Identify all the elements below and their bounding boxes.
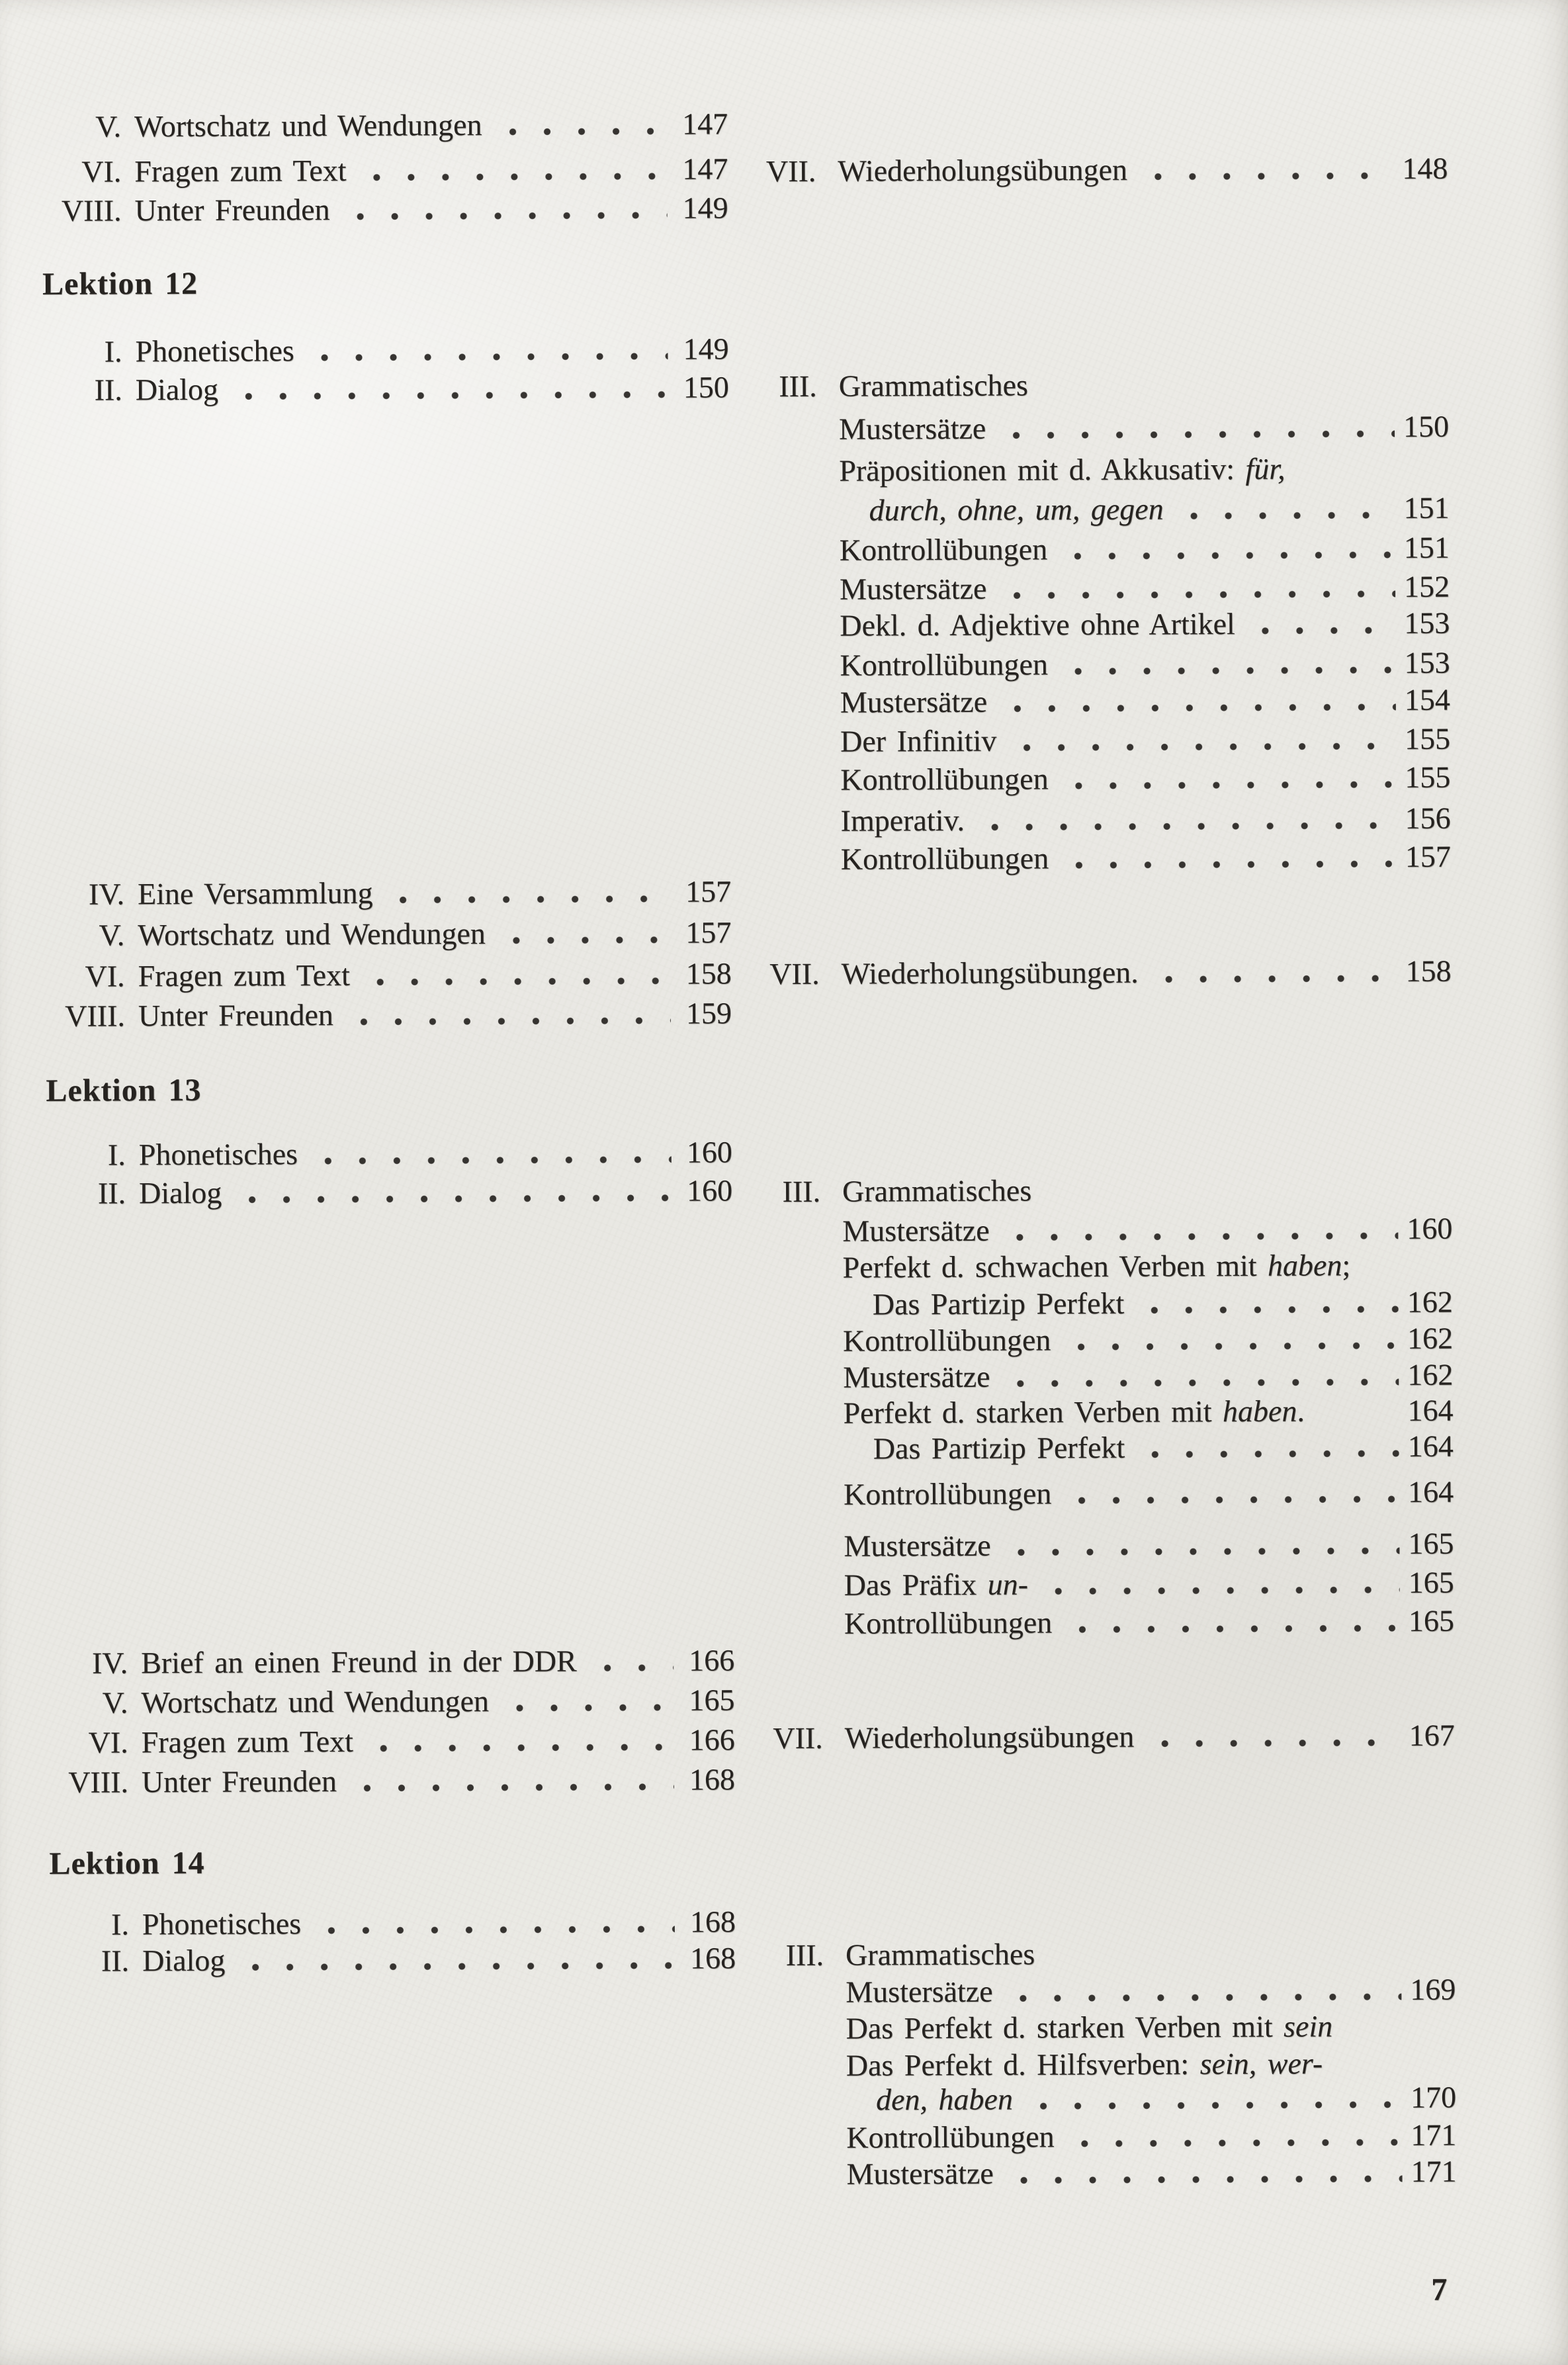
entry-title: Perfekt d. schwachen Verben mit haben; xyxy=(842,1248,1351,1284)
entry-title: Grammatisches xyxy=(845,1937,1035,1972)
dot-leader xyxy=(1059,666,1396,676)
entry-page-number: 152 xyxy=(1403,569,1450,603)
toc-entry xyxy=(756,1603,1454,1642)
entry-page-number: 151 xyxy=(1403,490,1450,525)
toc-entry xyxy=(22,190,728,229)
toc-entry xyxy=(755,1321,1453,1360)
entry-title: Wiederholungsübungen xyxy=(844,1719,1135,1755)
lektion-heading-label: Lektion 13 xyxy=(46,1072,202,1108)
entry-page-number: 165 xyxy=(1408,1603,1455,1638)
entry-page-number: 160 xyxy=(686,1135,732,1169)
toc-entry xyxy=(752,605,1450,645)
entry-page-number: 150 xyxy=(1403,409,1450,443)
entry-page-number: 164 xyxy=(1407,1474,1454,1509)
entry-page-number: 155 xyxy=(1404,721,1451,756)
toc-entry xyxy=(752,721,1450,760)
entry-title: Unter Freunden xyxy=(134,192,330,228)
entry-title: Fragen zum Text xyxy=(141,1724,353,1760)
lektion-heading-label: Lektion 14 xyxy=(49,1845,205,1881)
toc-entry xyxy=(28,1642,734,1681)
dot-leader xyxy=(1246,626,1396,635)
entry-page-number: 166 xyxy=(689,1722,735,1757)
entry-page-number: 162 xyxy=(1407,1321,1454,1355)
entry-numeral: II. xyxy=(94,373,122,407)
entry-title: Wortschatz und Wendungen xyxy=(138,916,486,952)
entry-page-number: 149 xyxy=(682,191,728,225)
toc-entry xyxy=(755,1284,1453,1323)
toc-entry xyxy=(758,2045,1456,2084)
entry-numeral: VIII. xyxy=(61,193,122,228)
dot-leader xyxy=(997,590,1395,600)
entry-title: Mustersätze xyxy=(842,1213,990,1248)
entry-title: Grammatisches xyxy=(838,368,1028,403)
entry-title: Dialog xyxy=(142,1943,226,1978)
entry-page-number: 149 xyxy=(683,332,729,366)
entry-numeral: I. xyxy=(107,1138,126,1172)
dot-leader xyxy=(1135,1449,1399,1459)
toc-entry xyxy=(754,1171,1452,1210)
toc-entry xyxy=(26,995,732,1034)
dot-leader xyxy=(496,936,671,945)
dot-leader xyxy=(341,211,668,221)
entry-page-number: 168 xyxy=(689,1904,736,1939)
toc-entry xyxy=(756,1526,1454,1565)
toc-entry xyxy=(755,1357,1453,1396)
entry-title: Unter Freunden xyxy=(138,997,333,1033)
entry-title: Kontrollübungen xyxy=(844,1605,1053,1640)
toc-entry xyxy=(754,1247,1452,1286)
entry-numeral: II. xyxy=(97,1176,126,1210)
entry-page-number: 162 xyxy=(1407,1284,1453,1319)
toc-entry xyxy=(752,530,1450,569)
entry-page-number: 160 xyxy=(686,1173,733,1208)
toc-entry xyxy=(22,151,728,190)
entry-title: Phonetisches xyxy=(142,1906,302,1941)
entry-numeral: VI. xyxy=(85,959,125,993)
dot-leader xyxy=(1058,551,1395,560)
entry-page-number: 167 xyxy=(1409,1718,1455,1752)
dot-leader xyxy=(357,172,668,182)
entry-title: Brief an einen Freund in der DDR xyxy=(141,1644,577,1680)
toc-entry xyxy=(22,331,728,370)
dot-leader xyxy=(1000,1231,1399,1242)
entry-page-number: 158 xyxy=(1405,954,1452,988)
entry-page-number: 171 xyxy=(1411,2154,1457,2188)
toc-entry xyxy=(756,1565,1454,1604)
entry-page-number: 158 xyxy=(685,956,732,991)
entry-title: Dialog xyxy=(138,1175,222,1210)
entry-title: Mustersätze xyxy=(844,1528,991,1563)
entry-page-number: 168 xyxy=(689,1762,736,1797)
dot-leader xyxy=(232,1194,672,1204)
toc-entry xyxy=(758,1935,1456,1974)
entry-title: Wortschatz und Wendungen xyxy=(141,1683,490,1720)
toc-entry xyxy=(28,1682,734,1721)
toc-entry xyxy=(758,2154,1456,2193)
entry-title: Mustersätze xyxy=(846,1974,993,2009)
dot-leader xyxy=(364,1743,674,1753)
lektion-heading xyxy=(49,1844,644,1882)
dot-leader xyxy=(305,352,668,362)
dot-leader xyxy=(1063,1624,1400,1634)
entry-numeral: III. xyxy=(779,369,817,404)
dot-leader xyxy=(996,429,1395,440)
dot-leader xyxy=(1059,860,1397,870)
entry-numeral: III. xyxy=(785,1938,824,1972)
toc-entry xyxy=(752,760,1450,799)
entry-title: Mustersätze xyxy=(840,684,988,719)
toc-entry xyxy=(753,839,1451,878)
entry-page-number: 153 xyxy=(1404,645,1450,680)
toc-entry xyxy=(22,106,728,145)
entry-title: Der Infinitiv xyxy=(840,723,997,758)
entry-page-number: 155 xyxy=(1405,760,1451,794)
toc-entry xyxy=(750,151,1448,190)
toc-entry xyxy=(754,1211,1452,1250)
entry-page-number: 147 xyxy=(682,152,728,186)
dot-leader xyxy=(1135,1305,1399,1315)
entry-page-number: 156 xyxy=(1405,801,1451,835)
entry-page-number: 171 xyxy=(1411,2118,1457,2152)
toc-entry xyxy=(25,915,731,954)
dot-leader xyxy=(1061,1341,1399,1351)
entry-page-number: 154 xyxy=(1404,682,1450,717)
entry-page-number: 164 xyxy=(1407,1393,1454,1427)
toc-entry xyxy=(751,366,1449,405)
entry-numeral: VIII. xyxy=(68,1765,129,1799)
entry-title: Wiederholungsübungen xyxy=(838,152,1128,188)
dot-leader xyxy=(1024,2100,1402,2110)
toc-entry xyxy=(751,490,1449,529)
entry-title: Kontrollübungen xyxy=(840,762,1049,797)
dot-leader xyxy=(1145,1738,1400,1748)
entry-title: Das Partizip Perfekt xyxy=(872,1286,1125,1321)
entry-page-number: 147 xyxy=(681,107,728,141)
dot-leader xyxy=(1039,1585,1400,1595)
dot-leader xyxy=(229,390,668,401)
toc-entry xyxy=(751,409,1449,448)
entry-numeral: I. xyxy=(110,1907,129,1941)
entry-title: Kontrollübungen xyxy=(842,1323,1051,1358)
entry-numeral: V. xyxy=(99,918,125,952)
entry-title: Grammatisches xyxy=(842,1173,1032,1208)
entry-title: Phonetisches xyxy=(138,1137,298,1172)
entry-page-number: 165 xyxy=(689,1683,735,1717)
entry-numeral: VI. xyxy=(81,154,122,189)
entry-title: Kontrollübungen xyxy=(843,1476,1052,1511)
dot-leader xyxy=(344,1016,671,1026)
entry-title: Unter Freunden xyxy=(141,1763,337,1799)
toc-entry xyxy=(29,1762,735,1801)
entry-title: Das Präfix un- xyxy=(844,1567,1029,1602)
entry-title: Dialog xyxy=(135,372,219,407)
entry-page-number: 165 xyxy=(1408,1565,1454,1599)
entry-page-number: 160 xyxy=(1407,1211,1453,1245)
entry-numeral: IV. xyxy=(91,1646,128,1680)
entry-numeral: II. xyxy=(101,1943,130,1978)
dot-leader xyxy=(998,703,1396,713)
lektion-heading-label: Lektion 12 xyxy=(42,265,198,302)
toc-entry xyxy=(752,569,1450,608)
entry-title: Imperativ. xyxy=(840,803,965,838)
entry-numeral: I. xyxy=(104,334,122,369)
entry-page-number: 169 xyxy=(1410,1972,1456,2006)
dot-leader xyxy=(384,895,671,905)
toc-entry xyxy=(753,801,1451,840)
entry-numeral: V. xyxy=(95,109,122,144)
entry-numeral: VII. xyxy=(769,956,820,991)
dot-leader xyxy=(1007,742,1396,752)
lektion-heading xyxy=(42,264,638,302)
toc-entry xyxy=(754,954,1452,993)
toc-entry xyxy=(758,2008,1456,2047)
entry-title: Mustersätze xyxy=(843,1359,990,1394)
toc-entry xyxy=(757,1718,1455,1757)
entry-title: Präpositionen mit d. Akkusativ: für, xyxy=(839,451,1285,488)
lektion-heading xyxy=(46,1071,641,1109)
toc-entry xyxy=(751,451,1449,490)
entry-page-number: 157 xyxy=(1405,839,1451,873)
toc-entry xyxy=(752,682,1450,721)
entry-numeral: VII. xyxy=(765,154,816,189)
entry-numeral: V. xyxy=(102,1685,128,1720)
entry-title: Das Perfekt d. Hilfsverben: sein, wer- xyxy=(846,2046,1323,2082)
dot-leader xyxy=(588,1664,674,1673)
entry-page-number: 157 xyxy=(685,874,732,909)
entry-title: Mustersätze xyxy=(846,2156,994,2191)
toc-entry xyxy=(26,1134,732,1173)
entry-page-number: 153 xyxy=(1404,605,1450,640)
entry-title: durch, ohne, um, gegen xyxy=(869,492,1164,527)
entry-page-number: 165 xyxy=(1408,1526,1454,1560)
entry-title: Phonetisches xyxy=(135,334,294,369)
dot-leader xyxy=(1001,1378,1399,1388)
entry-title: Kontrollübungen xyxy=(846,2120,1055,2155)
dot-leader xyxy=(1065,2138,1403,2148)
dot-leader xyxy=(1149,974,1397,984)
dot-leader xyxy=(347,1783,674,1793)
entry-title: Mustersätze xyxy=(839,571,987,606)
entry-title: Kontrollübungen xyxy=(840,647,1048,682)
entry-title: Mustersätze xyxy=(838,411,986,446)
entry-page-number: 157 xyxy=(685,915,732,950)
toc-entry xyxy=(752,645,1450,684)
entry-title: Eine Versammlung xyxy=(137,875,373,911)
entry-title: Fragen zum Text xyxy=(138,958,350,993)
entry-title: den, haben xyxy=(875,2082,1014,2117)
entry-page-number: 159 xyxy=(685,996,732,1030)
dot-leader xyxy=(500,1703,674,1713)
toc-entry xyxy=(755,1393,1453,1432)
entry-page-number: 148 xyxy=(1402,151,1448,185)
dot-leader xyxy=(1004,1992,1402,2003)
dot-leader xyxy=(1059,780,1397,790)
toc-entry xyxy=(30,1940,736,1979)
dot-leader xyxy=(1062,1495,1399,1505)
toc-entry xyxy=(758,2080,1456,2119)
dot-leader xyxy=(236,1961,675,1972)
dot-leader xyxy=(1138,171,1393,181)
entry-numeral: VIII. xyxy=(65,999,126,1033)
entry-numeral: IV. xyxy=(88,877,125,911)
entry-page-number: 170 xyxy=(1410,2080,1457,2114)
toc-entry xyxy=(756,1429,1454,1468)
entry-page-number: 162 xyxy=(1407,1357,1454,1392)
toc-entry xyxy=(758,2118,1456,2157)
toc-entry xyxy=(23,369,729,408)
page-number: 7 xyxy=(1431,2272,1448,2307)
entry-page-number: 166 xyxy=(689,1643,735,1677)
entry-page-number: 150 xyxy=(683,370,729,404)
toc-entry xyxy=(26,956,732,995)
dot-leader xyxy=(308,1155,672,1165)
entry-page-number: 168 xyxy=(690,1941,736,1975)
toc-entry xyxy=(756,1474,1454,1513)
toc-entry xyxy=(29,1722,735,1761)
entry-title: Fragen zum Text xyxy=(134,153,347,189)
dot-leader xyxy=(493,127,668,136)
dot-leader xyxy=(361,977,671,987)
entry-numeral: III. xyxy=(782,1174,821,1209)
entry-numeral: VII. xyxy=(773,1720,823,1756)
dot-leader xyxy=(312,1925,675,1935)
entry-title: Kontrollübungen xyxy=(839,532,1048,567)
entry-page-number: 164 xyxy=(1407,1429,1454,1463)
entry-title: Wiederholungsübungen. xyxy=(841,955,1139,991)
dot-leader xyxy=(1004,2174,1403,2185)
dot-leader xyxy=(1174,511,1395,520)
entry-title: Kontrollübungen xyxy=(840,841,1049,876)
entry-title: Das Partizip Perfekt xyxy=(873,1430,1125,1466)
toc-entry xyxy=(26,1173,732,1212)
dot-leader xyxy=(975,821,1397,832)
entry-title: Dekl. d. Adjektive ohne Artikel xyxy=(840,607,1235,643)
entry-numeral: VI. xyxy=(88,1725,128,1760)
dot-leader xyxy=(1002,1546,1400,1557)
entry-page-number: 151 xyxy=(1403,530,1450,564)
toc-entry xyxy=(30,1904,736,1943)
entry-title: Das Perfekt d. starken Verben mit sein xyxy=(846,2009,1333,2045)
entry-title: Wortschatz und Wendungen xyxy=(134,107,482,144)
toc-entry xyxy=(758,1972,1456,2011)
entry-title: Perfekt d. starken Verben mit haben. xyxy=(843,1394,1305,1430)
toc-entry xyxy=(25,873,731,913)
